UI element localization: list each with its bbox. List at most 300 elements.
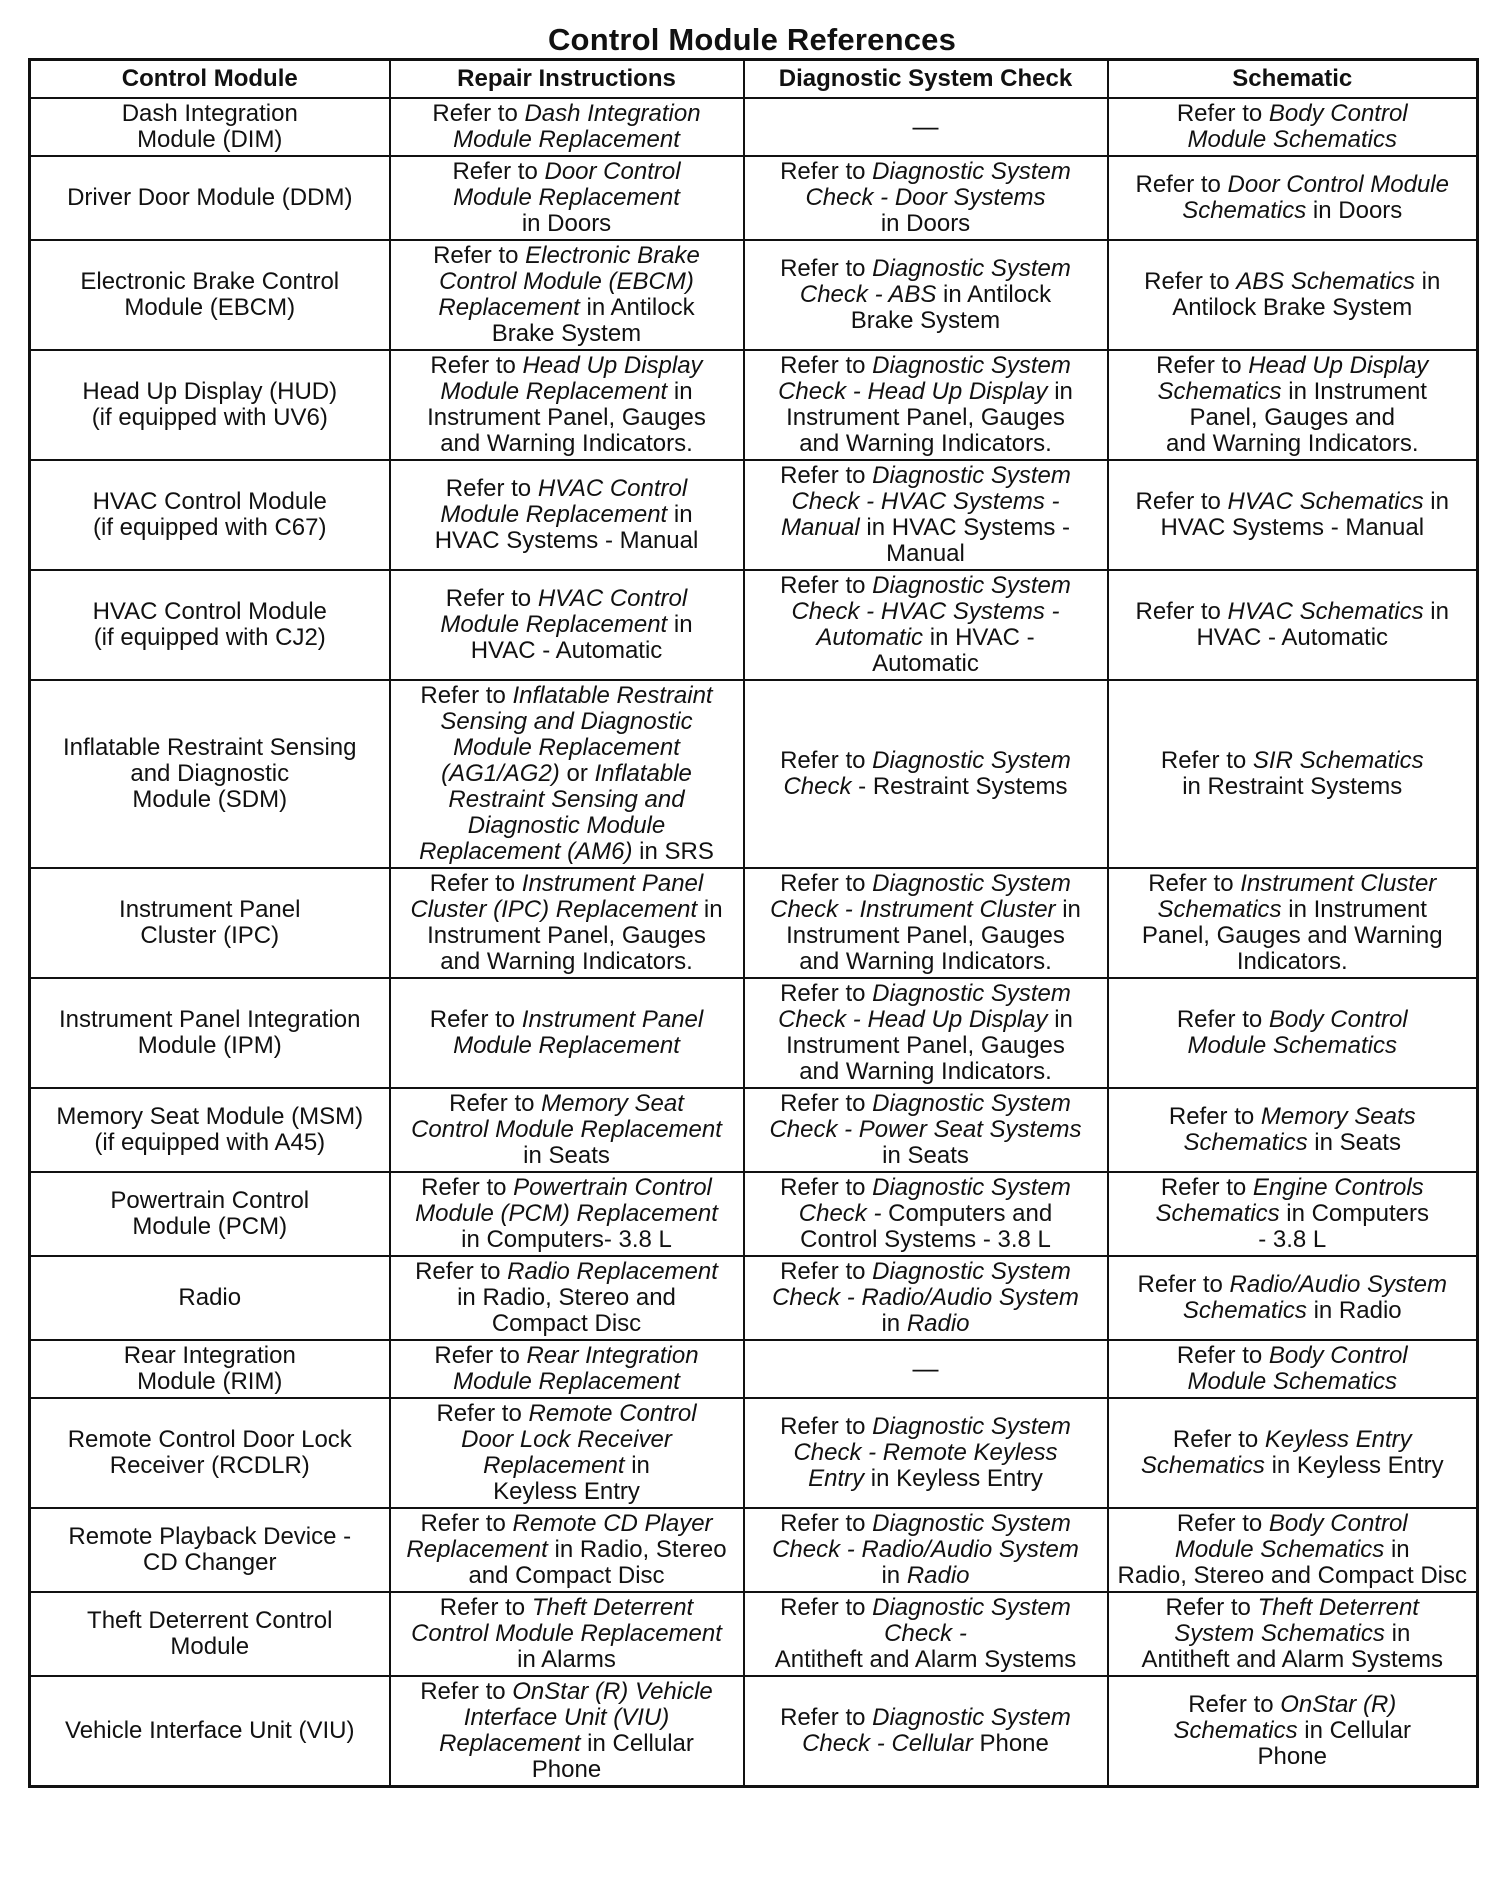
reference-title: Rear Integration [526,1342,699,1369]
schematic-line [1117,1537,1469,1563]
reference-text: — [912,1353,939,1383]
reference-text: Refer to [429,1006,522,1033]
module-line: Receiver (RCDLR) [109,1452,310,1479]
schematic-line [1117,101,1469,127]
control-module-references-table [28,58,1479,1788]
reference-title: Replacement [483,1452,625,1479]
reference-text: and Warning Indicators. [799,430,1052,457]
reference-title: Remote CD Player [512,1510,713,1537]
module-cell [30,460,390,570]
repair-line [399,405,735,431]
reference-text: Instrument Panel, Gauges [786,922,1065,949]
schematic-line [1117,1298,1469,1324]
reference-title: Module Schematics [1187,1368,1397,1395]
schematic-line [1117,871,1469,897]
repair-line [399,1369,735,1395]
reference-title: Door Control Module [1227,171,1449,198]
module-line: (if equipped with UV6) [91,404,328,431]
diagnostic-cell [744,1592,1108,1676]
repair-line [399,709,735,735]
reference-text: in Restraint Systems [1182,773,1403,800]
reference-text: in Radio, Stereo and [457,1284,676,1311]
reference-title: Schematics [1182,1297,1307,1324]
reference-title: OnStar (R) Vehicle [512,1678,713,1705]
reference-text: Refer to [1135,598,1228,625]
reference-text: Refer to [1176,1006,1269,1033]
reference-title: Body Control [1268,100,1408,127]
diagnostic-line [753,1091,1099,1117]
reference-text: Refer to [421,1174,514,1201]
repair-line [399,612,735,638]
schematic-cell [1108,156,1478,240]
reference-title: Powertrain Control [513,1174,712,1201]
header-diagnostic-system-check: Diagnostic System Check [744,60,1108,99]
schematic-line [1117,949,1469,975]
module-cell [30,978,390,1088]
reference-text: Refer to [439,1594,532,1621]
schematic-cell [1108,350,1478,460]
diagnostic-cell [744,1340,1108,1398]
table-row [30,240,1478,350]
schematic-cell [1108,1398,1478,1508]
repair-line [399,528,735,554]
repair-line [399,1427,735,1453]
repair-cell [390,978,744,1088]
reference-text: Refer to [436,1400,529,1427]
repair-line [399,897,735,923]
module-line: Remote Playback Device - [68,1523,352,1550]
reference-text: in HVAC Systems - [859,514,1070,541]
module-line: and Diagnostic [130,760,290,787]
diagnostic-line [753,1033,1099,1059]
repair-cell [390,1172,744,1256]
schematic-line [1117,1621,1469,1647]
reference-text: Refer to [1156,352,1249,379]
reference-text: in Doors [521,210,612,237]
reference-title: Schematics [1157,378,1282,405]
repair-line [399,1201,735,1227]
reference-text: Refer to [1148,870,1241,897]
diagnostic-line [753,1143,1099,1169]
reference-title: Check - Head Up Display [778,1006,1048,1033]
reference-text: in Antilock [579,294,695,321]
schematic-line [1117,1007,1469,1033]
repair-line [399,1117,735,1143]
module-line: Rear Integration [123,1342,296,1369]
schematic-line [1117,1033,1469,1059]
schematic-line [1117,127,1469,153]
reference-title: ABS Schematics [1236,268,1415,295]
reference-text: Refer to [780,158,873,185]
reference-title: Check - [884,1620,967,1647]
repair-line [399,1511,735,1537]
diagnostic-line [753,748,1099,774]
reference-text: Instrument Panel, Gauges [786,1032,1065,1059]
reference-title: Check - ABS [799,281,937,308]
module-cell [30,1508,390,1592]
table-row [30,868,1478,978]
schematic-line [1117,1130,1469,1156]
diagnostic-line [753,599,1099,625]
table-row [30,1172,1478,1256]
schematic-line [1117,295,1469,321]
table-row [30,570,1478,680]
schematic-line [1117,1175,1469,1201]
reference-text: Refer to [449,1090,542,1117]
repair-line [399,1563,735,1589]
reference-title: Control Module Replacement [411,1620,722,1647]
schematic-line [1117,1453,1469,1479]
repair-cell [390,1256,744,1340]
reference-text: and Warning Indicators. [799,948,1052,975]
diagnostic-line [753,1227,1099,1253]
repair-line [399,683,735,709]
table-row [30,98,1478,156]
module-cell [30,240,390,350]
repair-line [399,1343,735,1369]
reference-title: Radio Replacement [507,1258,718,1285]
module-line: Driver Door Module (DDM) [67,184,353,211]
reference-text: in [624,1452,650,1479]
reference-text: Refer to [1135,171,1228,198]
schematic-cell [1108,460,1478,570]
reference-text: Automatic [872,650,979,677]
reference-text: Refer to [445,585,538,612]
diagnostic-line [753,1511,1099,1537]
repair-line [399,1227,735,1253]
schematic-cell [1108,1508,1478,1592]
module-line: Module (SDM) [132,786,288,813]
reference-text: Brake System [850,307,1001,334]
reference-text: in [881,1562,907,1589]
table-row [30,680,1478,868]
schematic-line [1117,599,1469,625]
reference-title: Theft Deterrent [1257,1594,1419,1621]
diagnostic-line [753,463,1099,489]
repair-line [399,185,735,211]
schematic-line [1117,515,1469,541]
reference-text: in Instrument [1281,896,1427,923]
reference-text: in Instrument [1281,378,1427,405]
module-cell [30,350,390,460]
schematic-line [1117,198,1469,224]
header-row [30,60,1478,99]
reference-text: HVAC - Automatic [1196,624,1389,651]
table-row [30,156,1478,240]
module-line: Vehicle Interface Unit (VIU) [65,1717,355,1744]
schematic-line [1117,353,1469,379]
reference-text: Refer to [420,1510,513,1537]
reference-text: Refer to [780,572,873,599]
schematic-line [1117,1201,1469,1227]
reference-text: Phone [972,1730,1049,1757]
reference-title: Check - HVAC Systems - [791,598,1060,625]
reference-text: in Keyless Entry [1264,1452,1444,1479]
reference-title: Instrument Panel [521,1006,704,1033]
schematic-line [1117,1563,1469,1589]
reference-text: Brake System [491,320,642,347]
diagnostic-line [753,431,1099,457]
reference-text: and Warning Indicators. [1165,430,1419,457]
reference-title: Dash Integration [524,100,701,127]
table-row [30,1088,1478,1172]
diagnostic-line [753,651,1099,677]
module-cell [30,156,390,240]
module-line: Cluster (IPC) [140,922,280,949]
repair-line [399,586,735,612]
module-cell [30,680,390,868]
module-line: Module (PCM) [132,1213,288,1240]
table-row [30,978,1478,1088]
repair-line [399,1033,735,1059]
reference-title: Module (PCM) Replacement [415,1200,718,1227]
reference-text: — [912,111,939,141]
diagnostic-line [753,871,1099,897]
repair-cell [390,868,744,978]
reference-text: Refer to [780,870,873,897]
repair-cell [390,98,744,156]
reference-text: and Warning Indicators. [440,430,693,457]
schematic-line [1117,172,1469,198]
reference-text: in [1423,488,1449,515]
reference-text: HVAC - Automatic [470,637,663,664]
reference-title: Check - Power Seat Systems [769,1116,1082,1143]
diagnostic-line [753,897,1099,923]
module-cell [30,1398,390,1508]
repair-line [399,159,735,185]
repair-line [399,949,735,975]
reference-title: Restraint Sensing and [448,786,685,813]
reference-text: in [1055,896,1081,923]
diagnostic-cell [744,156,1108,240]
reference-title: HVAC Control [537,475,688,502]
reference-text: Refer to [780,462,873,489]
diagnostic-line [753,515,1099,541]
repair-line [399,1621,735,1647]
schematic-line [1117,1692,1469,1718]
reference-title: Check - Remote Keyless [793,1439,1058,1466]
reference-text: Refer to [420,1678,513,1705]
schematic-line [1117,269,1469,295]
reference-text: Refer to [452,158,545,185]
reference-title: Radio/Audio System [1229,1271,1447,1298]
reference-text: Refer to [780,1704,873,1731]
reference-title: Cluster (IPC) Replacement [410,896,698,923]
repair-line [399,101,735,127]
schematic-cell [1108,680,1478,868]
reference-title: HVAC Control [537,585,688,612]
repair-line [399,269,735,295]
reference-title: Schematics [1157,896,1282,923]
header-control-module: Control Module [30,60,390,99]
diagnostic-line [753,1466,1099,1492]
reference-text: in [1047,1006,1073,1033]
reference-title: (AG1/AG2) [441,760,560,787]
diagnostic-line [753,256,1099,282]
reference-text: or [559,760,595,787]
reference-title: Inflatable Restraint [512,682,713,709]
header-schematic: Schematic [1108,60,1478,99]
reference-title: HVAC Schematics [1227,598,1424,625]
repair-line [399,813,735,839]
reference-title: Inflatable [594,760,692,787]
diagnostic-line [753,1259,1099,1285]
table-row [30,1340,1478,1398]
reference-text: Refer to [1188,1691,1281,1718]
reference-text: Refer to [1160,747,1253,774]
module-cell [30,1592,390,1676]
diagnostic-line [753,573,1099,599]
reference-title: Diagnostic System [872,352,1071,379]
reference-text: Keyless Entry [493,1478,640,1505]
diagnostic-cell [744,1172,1108,1256]
module-line: Instrument Panel Integration [58,1006,361,1033]
diagnostic-line [753,981,1099,1007]
reference-text: in [697,896,723,923]
reference-text: Refer to [780,1413,873,1440]
reference-text: Refer to [429,870,522,897]
reference-text: Refer to [780,747,873,774]
reference-text: Refer to [1176,1510,1269,1537]
schematic-line [1117,1647,1469,1673]
reference-text: Refer to [430,352,523,379]
repair-line [399,761,735,787]
reference-text: Radio, Stereo and Compact Disc [1117,1562,1467,1589]
schematic-line [1117,379,1469,405]
repair-line [399,353,735,379]
module-line: Powertrain Control [110,1187,310,1214]
schematic-line [1117,625,1469,651]
reference-text: Refer to [1168,1103,1261,1130]
diagnostic-cell [744,460,1108,570]
reference-title: Theft Deterrent [531,1594,694,1621]
diagnostic-line [753,625,1099,651]
table-row [30,1676,1478,1787]
reference-text: in Doors [880,210,971,237]
reference-title: Module Schematics [1174,1536,1385,1563]
reference-text: in [1047,378,1073,405]
reference-title: Diagnostic System [872,1174,1071,1201]
schematic-line [1117,1511,1469,1537]
reference-text: in Radio, Stereo [547,1536,727,1563]
diagnostic-line [753,1705,1099,1731]
table-row [30,1508,1478,1592]
diagnostic-line [753,949,1099,975]
module-line: (if equipped with A45) [94,1129,326,1156]
reference-text: in [667,378,693,405]
reference-text: Indicators. [1236,948,1348,975]
diagnostic-line [753,1311,1099,1337]
reference-title: Replacement [439,1730,581,1757]
reference-text: Instrument Panel, Gauges [427,922,706,949]
reference-title: Check - Instrument Cluster [770,896,1056,923]
schematic-line [1117,897,1469,923]
reference-text: Refer to [780,1594,873,1621]
module-line: Head Up Display (HUD) [82,378,338,405]
module-line: (if equipped with C67) [93,514,327,541]
repair-line [399,1595,735,1621]
table-row [30,1592,1478,1676]
reference-text: Refer to [780,1258,873,1285]
reference-text: Refer to [420,682,513,709]
reference-title: Replacement (AM6) [419,838,633,865]
reference-text: Instrument Panel, Gauges [786,404,1065,431]
reference-title: Check [783,773,852,800]
repair-line [399,839,735,865]
diagnostic-cell [744,680,1108,868]
module-line: Module (EBCM) [124,294,296,321]
reference-title: SIR Schematics [1252,747,1424,774]
repair-cell [390,1676,744,1787]
module-cell [30,98,390,156]
repair-line [399,787,735,813]
reference-text: Panel, Gauges and [1189,404,1395,431]
reference-text: Panel, Gauges and Warning [1141,922,1443,949]
reference-text: Refer to [780,1174,873,1201]
module-cell [30,1172,390,1256]
schematic-line [1117,1227,1469,1253]
reference-title: Module Replacement [453,184,680,211]
module-line: Module [170,1633,250,1660]
repair-cell [390,156,744,240]
diagnostic-line [753,282,1099,308]
repair-line [399,243,735,269]
reference-text: in [1384,1620,1411,1647]
reference-text: in Cellular [1297,1717,1411,1744]
module-line: Radio [178,1284,242,1311]
repair-cell [390,350,744,460]
diagnostic-line [753,1059,1099,1085]
reference-text: Antilock Brake System [1172,294,1413,321]
module-cell [30,1088,390,1172]
diagnostic-line [753,1285,1099,1311]
reference-text: Compact Disc [491,1310,642,1337]
reference-text: and Warning Indicators. [440,948,693,975]
reference-text: Refer to [1135,488,1228,515]
module-line: HVAC Control Module [92,598,327,625]
reference-title: Schematics [1140,1452,1265,1479]
reference-text: Refer to [432,100,525,127]
reference-text: Control Systems - 3.8 L [800,1226,1051,1253]
repair-line [399,502,735,528]
reference-title: Module Replacement [453,734,680,761]
reference-text: in [1423,598,1449,625]
repair-cell [390,1398,744,1508]
diagnostic-line [753,774,1099,800]
reference-title: Schematics [1182,197,1307,224]
repair-line [399,1537,735,1563]
reference-text: HVAC Systems - Manual [434,527,699,554]
reference-title: Module Replacement [453,1032,680,1059]
repair-cell [390,680,744,868]
reference-title: Manual [781,514,860,541]
module-cell [30,1676,390,1787]
reference-title: Module Replacement [453,126,680,153]
reference-title: Keyless Entry [1264,1426,1412,1453]
reference-text: Refer to [1144,268,1237,295]
schematic-line [1117,405,1469,431]
reference-title: Replacement [438,294,580,321]
diagnostic-line [753,211,1099,237]
reference-title: Diagnostic System [872,980,1071,1007]
schematic-line [1117,1104,1469,1130]
schematic-line [1117,1595,1469,1621]
repair-cell [390,570,744,680]
reference-text: Refer to [1176,100,1269,127]
reference-text: Computers and [881,1200,1053,1227]
reference-text: Refer to [780,980,873,1007]
schematic-line [1117,748,1469,774]
